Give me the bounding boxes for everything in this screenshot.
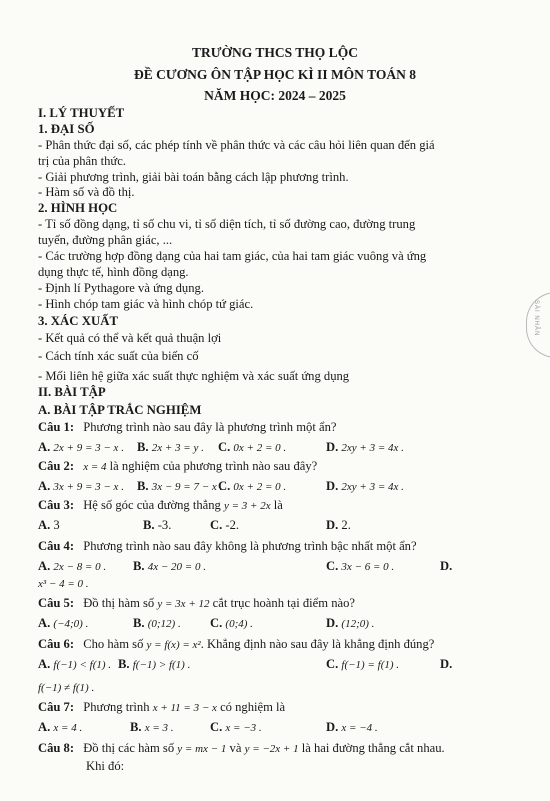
question-label: Câu 4:: [38, 539, 75, 553]
option-a: A. 2x + 9 = 3 − x .: [38, 440, 124, 454]
option-b: B. f(−1) > f(1) .: [118, 657, 191, 671]
option-c: C. 3x − 6 = 0 .: [326, 559, 395, 573]
question-text: Phương trình nào sau đây không là phương trình bậc nhất một ẩn?: [83, 539, 417, 553]
document-title: ĐỀ CƯƠNG ÔN TẬP HỌC KÌ II MÔN TOÁN 8: [134, 67, 416, 82]
question-4: [38, 539, 417, 554]
option-c: C. 0x + 2 = 0 .: [218, 479, 287, 493]
option-c: C. (0;4) .: [210, 616, 253, 630]
school-name: TRƯỜNG THCS THỌ LỘC: [192, 45, 358, 60]
geometry-heading: 2. HÌNH HỌC: [38, 201, 118, 215]
option-d-letter: D.: [440, 657, 453, 671]
mc-heading: A. BÀI TẬP TRẮC NGHIỆM: [38, 403, 202, 417]
probability-line: - Cách tính xác suất của biến cố: [38, 349, 199, 363]
question-label: Câu 3:: [38, 498, 75, 512]
question-label: Câu 5:: [38, 596, 75, 610]
option-d: x³ − 4 = 0 .: [38, 578, 89, 590]
algebra-line: - Giải phương trình, giải bài toán bằng cách lập phương trình.: [38, 170, 349, 184]
question-7: Câu 7: Phương trình x + 11 = 3 − x có nghiệm là: [38, 700, 286, 714]
option-b: B. 4x − 20 = 0 .: [133, 559, 206, 573]
question-6: Câu 6: Cho hàm số y = f(x) = x². Khẳng định nào sau đây là khẳng định đúng?: [38, 637, 435, 651]
option-d: D. 2.: [326, 518, 351, 532]
question-3: Câu 3: Hệ số góc của đường thẳng y = 3 + 2x là: [38, 498, 283, 512]
question-5: Câu 5: Đồ thị hàm số y = 3x + 12 cắt trục hoành tại điểm nào?: [38, 596, 355, 610]
probability-line: - Kết quả có thể và kết quả thuận lợi: [38, 331, 222, 345]
question-text: là nghiệm của phương trình nào sau đây?: [109, 459, 318, 473]
geometry-line: - Tỉ số đồng dạng, tỉ số chu vi, tỉ số diện tích, tỉ số đường cao, đường trung: [38, 217, 416, 231]
probability-heading: 3. XÁC XUẤT: [38, 314, 118, 328]
option-b: B. 2x + 3 = y .: [137, 440, 204, 454]
option-c: C. 0x + 2 = 0 .: [218, 440, 287, 454]
option-d: f(−1) ≠ f(1) .: [38, 682, 95, 694]
algebra-line: - Phân thức đại số, các phép tính về phân thức và các câu hỏi liên quan đến giá: [38, 138, 435, 152]
algebra-line: trị của phân thức.: [38, 154, 126, 168]
question-1: [38, 420, 336, 435]
question-label: Câu 8:: [38, 741, 75, 755]
probability-line: - Mối liên hệ giữa xác suất thực nghiệm và xác suất ứng dụng: [38, 369, 350, 383]
question-8: Câu 8: Đồ thị các hàm số y = mx − 1 và y = −2x + 1 là hai đường thẳng cắt nhau.: [38, 741, 445, 755]
option-b: B. 3x − 9 = 7 − x .: [137, 479, 223, 493]
question-text: Phương trình nào sau đây là phương trình một ẩn?: [83, 420, 337, 434]
option-c: C. f(−1) = f(1) .: [326, 657, 400, 671]
option-d-letter: D.: [440, 559, 453, 573]
question-label: Câu 2:: [38, 459, 75, 473]
option-a: A. f(−1) < f(1) .: [38, 657, 112, 671]
stamp-text: SÀI NHÂN: [533, 300, 539, 337]
question-8-continuation: Khi đó:: [86, 759, 125, 773]
geometry-line: - Các trường hợp đồng dạng của hai tam giác, của hai tam giác vuông và ứng: [38, 249, 427, 263]
algebra-heading: 1. ĐẠI SỐ: [38, 122, 95, 136]
option-d: D. 2xy + 3 = 4x .: [326, 440, 404, 454]
geometry-line: - Hình chóp tam giác và hình chóp tứ giác.: [38, 297, 254, 311]
option-b: B. -3.: [143, 518, 172, 532]
option-b: B. (0;12) .: [133, 616, 181, 630]
option-c: C. x = −3 .: [210, 720, 262, 734]
option-d: D. 2xy + 3 = 4x .: [326, 479, 404, 493]
option-d: D. x = −4 .: [326, 720, 378, 734]
school-year: NĂM HỌC: 2024 – 2025: [204, 88, 346, 103]
exercises-heading: II. BÀI TẬP: [38, 385, 106, 399]
option-d: D. (12;0) .: [326, 616, 375, 630]
algebra-line: - Hàm số và đồ thị.: [38, 185, 135, 199]
option-a: A. 3x + 9 = 3 − x .: [38, 479, 124, 493]
option-a: A. (−4;0) .: [38, 616, 89, 630]
question-label: Câu 1:: [38, 420, 75, 434]
geometry-line: - Định lí Pythagore và ứng dụng.: [38, 281, 204, 295]
option-a: A. x = 4 .: [38, 720, 83, 734]
option-a: A. 3: [38, 518, 60, 532]
option-a: A. 2x − 8 = 0 .: [38, 559, 107, 573]
question-label: Câu 7:: [38, 700, 75, 714]
option-c: C. -2.: [210, 518, 240, 532]
question-2: Câu 2: x = 4 là nghiệm của phương trình nào sau đây?: [38, 459, 318, 473]
question-label: Câu 6:: [38, 637, 75, 651]
geometry-line: tuyến, đường phân giác, ...: [38, 233, 173, 247]
geometry-line: dụng thực tế, hình đồng dạng.: [38, 265, 189, 279]
theory-heading: I. LÝ THUYẾT: [38, 106, 125, 120]
option-b: B. x = 3 .: [130, 720, 174, 734]
